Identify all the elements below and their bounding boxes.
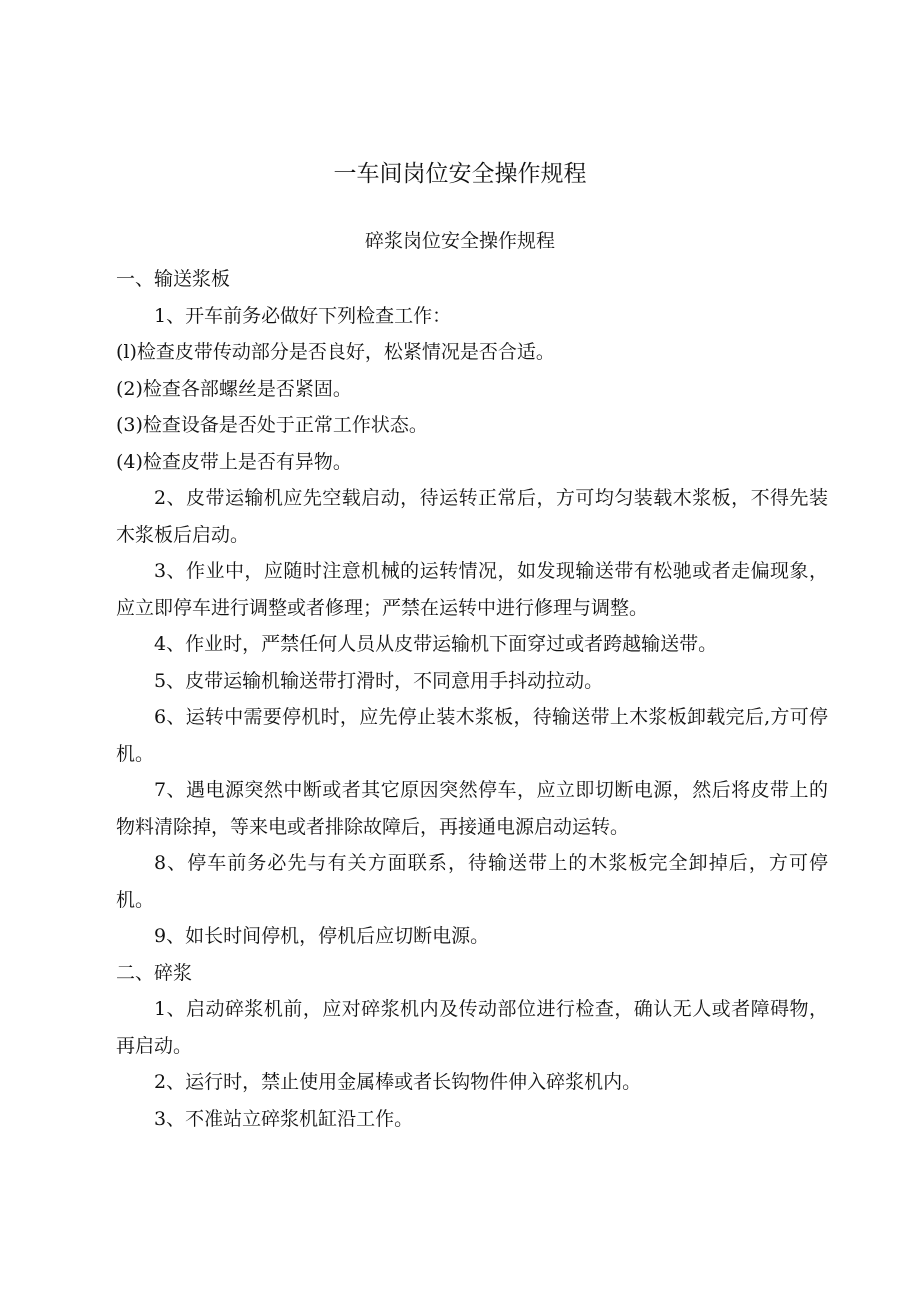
list-item: 6、运转中需要停机时，应先停止装木浆板，待输送带上木浆板卸载完后,方可停机。: [116, 706, 828, 765]
document-body: [116, 261, 828, 1137]
check-item: (l)检查皮带传动部分是否良好，松紧情况是否合适。: [116, 341, 555, 363]
section-heading-pulping: 二、碎浆: [116, 961, 193, 984]
list-item: 2、运行时，禁止使用金属棒或者长钩物件伸入碎浆机内。: [154, 1071, 642, 1093]
list-item: 3、作业中，应随时注意机械的运转情况，如发现输送带有松驰或者走偏现象，应立即停车进行调整或者修理；严禁在运转中进行修理与调整。: [116, 560, 828, 619]
check-item: (2)检查各部螺丝是否紧固。: [116, 377, 352, 400]
list-item: 7、遇电源突然中断或者其它原因突然停车，应立即切断电源，然后将皮带上的物料清除掉，等来电或者排除故障后，再接通电源启动运转。: [116, 779, 828, 838]
list-item: 4、作业时，严禁任何人员从皮带运输机下面穿过或者跨越输送带。: [154, 633, 718, 655]
list-item: 9、如长时间停机，停机后应切断电源。: [154, 925, 490, 947]
list-item: 2、皮带运输机应先空载启动，待运转正常后，方可均匀装载木浆板，不得先装木浆板后启动。: [116, 487, 828, 546]
check-item: (3)检查设备是否处于正常工作状态。: [116, 414, 428, 436]
list-item: 8、停车前务必先与有关方面联系，待输送带上的木浆板完全卸掉后，方可停机。: [116, 852, 828, 911]
section-heading-conveying: 一、输送浆板: [116, 268, 231, 290]
document-title: 一车间岗位安全操作规程: [333, 161, 587, 187]
document-subtitle: 碎浆岗位安全操作规程: [364, 230, 555, 252]
list-item: 3、不准站立碎浆机缸沿工作。: [154, 1107, 414, 1130]
list-item: 5、皮带运输机输送带打滑时，不同意用手抖动拉动。: [154, 669, 604, 692]
list-item: 1、启动碎浆机前，应对碎浆机内及传动部位进行检查，确认无人或者障碍物，再启动。: [116, 998, 828, 1057]
check-item: (4)检查皮带上是否有异物。: [116, 450, 352, 473]
list-item: 1、开车前务必做好下列检查工作：: [154, 304, 452, 327]
